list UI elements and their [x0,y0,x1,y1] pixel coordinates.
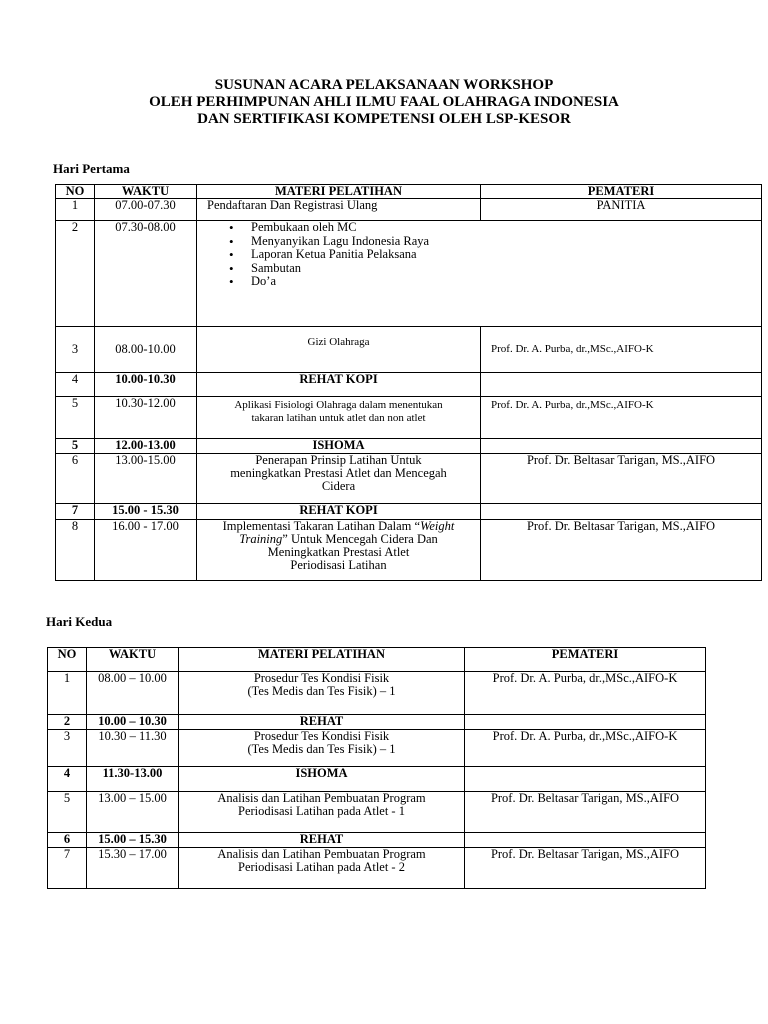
cell-pemateri: Prof. Dr. Beltasar Tarigan, MS.,AIFO [465,792,706,833]
cell-materi [197,454,481,504]
cell-materi [179,792,465,833]
title-line-1: SUSUNAN ACARA PELAKSANAAN WORKSHOP [214,77,554,93]
cell-materi: ISHOMA [197,439,481,454]
materi-line: Prosedur Tes Kondisi Fisik [253,729,390,743]
cell-time: 15.30 – 17.00 [87,848,179,889]
cell-time: 08.00-10.00 [95,327,197,373]
cell-time: 12.00-13.00 [95,439,197,454]
cell-materi [179,672,465,715]
table-row [48,767,706,792]
cell-time: 13.00 – 15.00 [87,792,179,833]
cell-time: 10.30 – 11.30 [87,730,179,767]
list-item: • Pembukaan oleh MC [251,221,757,235]
cell-pemateri: Prof. Dr. A. Purba, dr.,MSc.,AIFO-K [465,730,706,767]
table-row [48,792,706,833]
cell-no: 7 [48,848,87,889]
table-row [48,730,706,767]
cell-no: 7 [56,504,95,520]
cell-no: 5 [56,397,95,439]
cell-pemateri [481,439,762,454]
table-header-row [48,648,706,672]
header-pemateri: PEMATERI [465,648,706,672]
table-row [56,397,762,439]
list-item: • Do’a [251,275,757,289]
cell-time: 10.00 – 10.30 [87,715,179,730]
cell-time: 16.00 - 17.00 [95,520,197,581]
table-row [56,504,762,520]
cell-materi [197,397,481,439]
cell-no: 3 [48,730,87,767]
cell-no: 6 [48,833,87,848]
cell-time: 10.30-12.00 [95,397,197,439]
title-line-3: DAN SERTIFIKASI KOMPETENSI OLEH LSP-KESOR [197,111,571,127]
cell-no: 1 [56,199,95,221]
cell-materi: Pendaftaran Dan Registrasi Ulang [197,199,481,221]
cell-materi [197,520,481,581]
cell-no: 6 [56,454,95,504]
list-item: • Sambutan [251,262,757,276]
day1-heading: Hari Pertama [53,161,130,176]
cell-materi: REHAT KOPI [197,504,481,520]
cell-pemateri [465,833,706,848]
title-line-2: OLEH PERHIMPUNAN AHLI ILMU FAAL OLAHRAGA INDONESIA [149,94,619,110]
cell-pemateri: Prof. Dr. A. Purba, dr.,MSc.,AIFO-K [465,672,706,715]
cell-pemateri: Prof. Dr. Beltasar Tarigan, MS.,AIFO [481,520,762,581]
cell-time: 15.00 – 15.30 [87,833,179,848]
cell-materi-list [197,221,762,327]
table-row [56,199,762,221]
cell-time: 07.00-07.30 [95,199,197,221]
table-row [56,454,762,504]
cell-materi: REHAT [179,715,465,730]
cell-pemateri: Prof. Dr. Beltasar Tarigan, MS.,AIFO [465,848,706,889]
day2-heading: Hari Kedua [46,614,113,629]
materi-line: Training” Untuk Mencegah Cidera Dan [239,532,438,546]
list-item: • Laporan Ketua Panitia Pelaksana [251,248,757,262]
cell-pemateri: PANITIA [481,199,762,221]
table-header-row [56,185,762,199]
list-item: • Menyanyikan Lagu Indonesia Raya [251,235,757,249]
cell-no: 4 [56,373,95,397]
cell-no: 8 [56,520,95,581]
cell-time: 10.00-10.30 [95,373,197,397]
cell-time: 13.00-15.00 [95,454,197,504]
table-row [56,221,762,327]
cell-materi: ISHOMA [179,767,465,792]
header-pemateri: PEMATERI [481,185,762,199]
cell-no: 3 [56,327,95,373]
header-waktu: WAKTU [95,185,197,199]
table-row [56,439,762,454]
table-row [56,520,762,581]
materi-line: Meningkatkan Prestasi Atlet [267,545,410,559]
cell-pemateri: Prof. Dr. A. Purba, dr.,MSc.,AIFO-K [481,397,762,439]
materi-line: (Tes Medis dan Tes Fisik) – 1 [247,742,396,756]
materi-line: takaran latihan untuk atlet dan non atlet [251,412,426,424]
cell-pemateri [465,767,706,792]
cell-pemateri: Prof. Dr. A. Purba, dr.,MSc.,AIFO-K [481,327,762,373]
day1-schedule-table [55,184,762,581]
cell-time: 07.30-08.00 [95,221,197,327]
materi-line: Periodisasi Latihan pada Atlet - 2 [238,860,405,874]
cell-pemateri [481,373,762,397]
cell-no: 2 [48,715,87,730]
day2-schedule-table [47,647,706,889]
cell-materi [179,848,465,889]
materi-line: Periodisasi Latihan [290,558,387,572]
table-row [56,327,762,373]
cell-time: 08.00 – 10.00 [87,672,179,715]
cell-materi: REHAT KOPI [197,373,481,397]
cell-materi: Gizi Olahraga [197,327,481,373]
materi-line: Analisis dan Latihan Pembuatan Program [217,847,426,861]
materi-line: Penerapan Prinsip Latihan Untuk [255,453,422,467]
materi-line: Aplikasi Fisiologi Olahraga dalam menentukan [234,399,443,411]
cell-materi [179,730,465,767]
materi-line: Cidera [321,479,356,493]
cell-pemateri [481,504,762,520]
materi-line: Implementasi Takaran Latihan Dalam “Weight [222,519,455,533]
materi-line: meningkatkan Prestasi Atlet dan Mencegah [230,466,447,480]
header-waktu: WAKTU [87,648,179,672]
table-row [56,373,762,397]
cell-no: 1 [48,672,87,715]
cell-no: 5 [56,439,95,454]
table-row [48,672,706,715]
cell-time: 11.30-13.00 [87,767,179,792]
cell-no: 5 [48,792,87,833]
table-row [48,715,706,730]
table-row [48,833,706,848]
materi-line: (Tes Medis dan Tes Fisik) – 1 [247,684,396,698]
cell-pemateri: Prof. Dr. Beltasar Tarigan, MS.,AIFO [481,454,762,504]
cell-time: 15.00 - 15.30 [95,504,197,520]
cell-pemateri [465,715,706,730]
header-materi: MATERI PELATIHAN [179,648,465,672]
materi-line: Prosedur Tes Kondisi Fisik [253,671,390,685]
cell-no: 2 [56,221,95,327]
header-materi: MATERI PELATIHAN [197,185,481,199]
table-row [48,848,706,889]
cell-no: 4 [48,767,87,792]
header-no: NO [56,185,95,199]
materi-line: Periodisasi Latihan pada Atlet - 1 [238,804,405,818]
materi-line: Analisis dan Latihan Pembuatan Program [217,791,426,805]
document-title [0,77,768,128]
cell-materi: REHAT [179,833,465,848]
header-no: NO [48,648,87,672]
